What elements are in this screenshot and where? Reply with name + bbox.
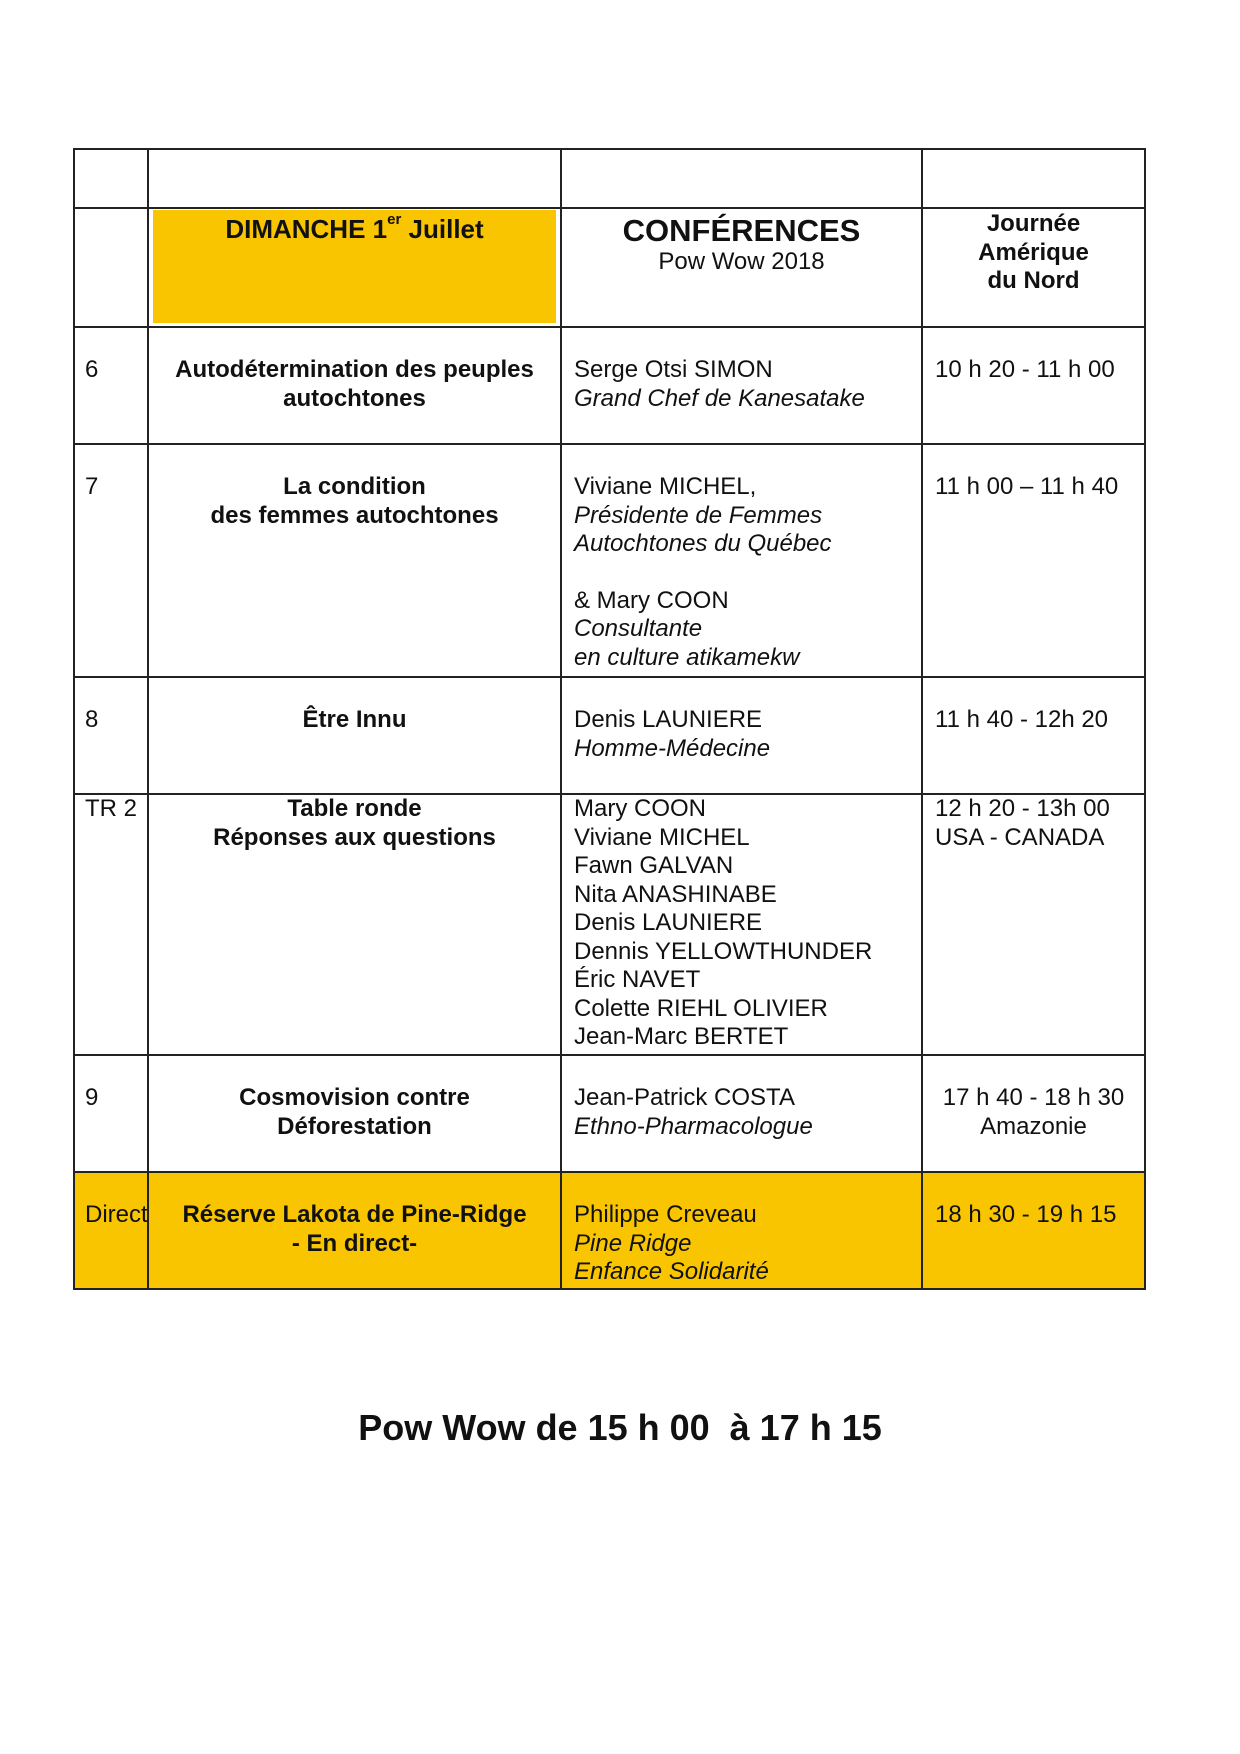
speaker-line: Mary COON	[574, 795, 706, 822]
time-line: Amazonie	[980, 1112, 1087, 1140]
session-speakers	[561, 677, 922, 794]
speaker-line: Serge Otsi SIMON	[574, 356, 773, 383]
speaker-line: Colette RIEHL OLIVIER	[574, 994, 828, 1022]
schedule-row	[74, 677, 1145, 794]
empty-cell	[74, 208, 148, 327]
session-topic	[148, 444, 561, 677]
session-number: 8	[74, 677, 148, 794]
speaker-line: Présidente de Femmes	[574, 501, 823, 529]
time-line: 11 h 40 - 12h 20	[935, 706, 1109, 733]
session-topic	[148, 327, 561, 444]
topic-line: La condition	[283, 473, 426, 500]
speaker-line: en culture atikamekw	[574, 643, 800, 671]
speaker-line: Nita ANASHINABE	[574, 880, 777, 908]
schedule-row	[74, 327, 1145, 444]
session-speakers	[561, 327, 922, 444]
powwow-footer: Pow Wow de 15 h 00 à 17 h 15	[358, 1407, 882, 1448]
time-line: 10 h 20 - 11 h 00	[935, 356, 1115, 383]
session-number: TR 2	[74, 794, 148, 1055]
journee-line: du Nord	[987, 267, 1080, 294]
topic-line: Réponses aux questions	[213, 823, 496, 851]
journee-line: Amérique	[978, 238, 1089, 266]
session-speakers	[561, 794, 922, 1055]
topic-line: Déforestation	[277, 1112, 432, 1140]
session-time	[922, 327, 1145, 444]
session-time	[922, 794, 1145, 1055]
speaker-line: Ethno-Pharmacologue	[574, 1112, 813, 1140]
schedule-row	[74, 794, 1145, 1055]
session-speakers	[561, 444, 922, 677]
topic-line: Cosmovision contre	[239, 1084, 470, 1111]
speaker-line: Grand Chef de Kanesatake	[574, 384, 865, 412]
speaker-line: Philippe Creveau	[574, 1201, 757, 1228]
session-time	[922, 677, 1145, 794]
schedule-row	[74, 444, 1145, 677]
topic-line: Table ronde	[287, 795, 422, 822]
schedule-row	[74, 1172, 1145, 1289]
day-sup: er	[387, 211, 402, 228]
topic-line: des femmes autochtones	[210, 501, 499, 529]
header-row	[74, 208, 1145, 327]
topic-line: autochtones	[283, 384, 426, 412]
speaker-line: Pine Ridge	[574, 1229, 692, 1257]
speaker-line: Dennis YELLOWTHUNDER	[574, 937, 873, 965]
session-time	[922, 1055, 1145, 1172]
session-topic	[148, 1055, 561, 1172]
speaker-line: Viviane MICHEL,	[574, 473, 757, 500]
time-line: 12 h 20 - 13h 00	[935, 795, 1110, 822]
session-number: 6	[74, 327, 148, 444]
schedule-table	[73, 148, 1146, 1290]
time-line: 18 h 30 - 19 h 15	[935, 1201, 1117, 1228]
conferences-header	[561, 208, 922, 327]
session-number: Direct	[74, 1172, 148, 1289]
time-line: USA - CANADA	[935, 823, 1105, 851]
empty-cell	[74, 149, 148, 208]
journee-header	[922, 208, 1145, 327]
session-time	[922, 1172, 1145, 1289]
schedule-rows	[74, 327, 1145, 1289]
speaker-line: & Mary COON	[574, 586, 729, 614]
speaker-line: Éric NAVET	[574, 966, 701, 993]
session-number: 7	[74, 444, 148, 677]
speaker-line: Autochtones du Québec	[574, 530, 832, 557]
session-speakers	[561, 1055, 922, 1172]
schedule-row	[74, 1055, 1145, 1172]
time-line: 17 h 40 - 18 h 30	[942, 1084, 1125, 1111]
empty-cell	[561, 149, 922, 208]
conferences-title: CONFÉRENCES	[622, 213, 861, 248]
empty-cell	[922, 149, 1145, 208]
topic-line: Autodétermination des peuples	[175, 356, 534, 383]
session-time	[922, 444, 1145, 677]
topic-line: - En direct-	[291, 1229, 418, 1257]
session-number: 9	[74, 1055, 148, 1172]
speaker-line: Homme-Médecine	[574, 734, 771, 762]
day-cell	[148, 208, 561, 327]
time-line: 11 h 00 – 11 h 40	[935, 473, 1119, 500]
topic-line: Être Innu	[302, 706, 407, 733]
empty-cell	[148, 149, 561, 208]
speaker-line: Enfance Solidarité	[574, 1258, 769, 1285]
session-topic	[148, 677, 561, 794]
speaker-line: Fawn GALVAN	[574, 852, 734, 879]
topic-line: Réserve Lakota de Pine-Ridge	[182, 1201, 527, 1228]
speaker-line: Viviane MICHEL	[574, 823, 750, 851]
day-month: Juillet	[408, 214, 484, 244]
speaker-line: Denis LAUNIERE	[574, 909, 763, 936]
speaker-line: Jean-Marc BERTET	[574, 1023, 789, 1050]
conferences-subtitle: Pow Wow 2018	[658, 248, 825, 275]
empty-top-row	[74, 149, 1145, 208]
speaker-line: Jean-Patrick COSTA	[574, 1084, 795, 1111]
speaker-line: Denis LAUNIERE	[574, 706, 763, 733]
journee-line: Journée	[986, 210, 1081, 237]
day-main: DIMANCHE 1	[225, 214, 388, 244]
session-topic	[148, 794, 561, 1055]
session-speakers	[561, 1172, 922, 1289]
session-topic	[148, 1172, 561, 1289]
speaker-line: Consultante	[574, 615, 703, 642]
speaker-line	[574, 559, 915, 587]
day-highlight	[153, 210, 556, 323]
